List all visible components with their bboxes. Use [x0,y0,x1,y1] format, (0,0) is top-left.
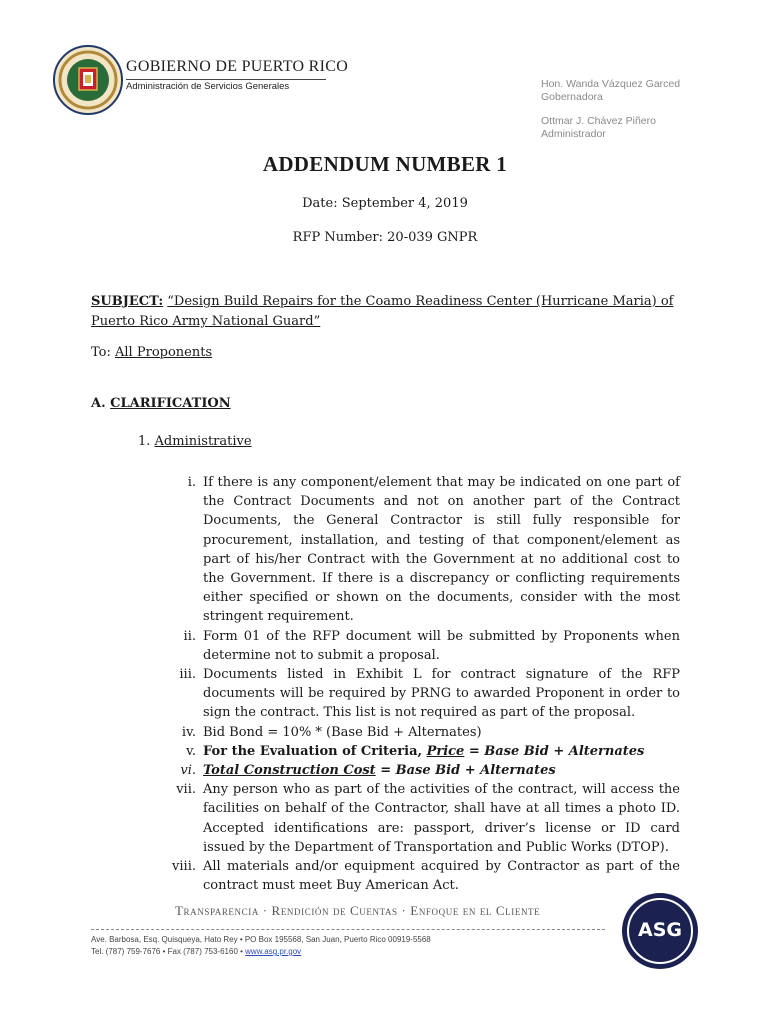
agency-title: GOBIERNO DE PUERTO RICO [126,58,349,75]
section-letter: A. [91,396,106,411]
item-text: Bid Bond = 10% * (Base Bid + Alternates) [203,724,482,740]
address-line: Ave. Barbosa, Esq. Quisqueya, Hato Rey • PO Box 195568, San Juan, Puerto Rico 00919-5568 [91,935,431,944]
list-item [150,723,680,742]
item-number: viii. [172,859,196,875]
item-number: vii. [176,782,196,798]
puerto-rico-seal-icon [52,44,124,116]
subject-line [91,292,691,332]
official-1-name: Hon. Wanda Vázquez Garced [541,78,681,90]
item-text [203,761,680,780]
officials-block [541,78,680,141]
list-item [150,473,680,627]
subject-text: “Design Build Repairs for the Coamo Readiness Center (Hurricane Maria) of Puerto Rico Army National Guard” [91,294,674,329]
item-lead: For the Evaluation of Criteria, [203,743,427,759]
item-number: i. [187,475,196,490]
item-text: All materials and/or equipment acquired by Contractor as part of the contract must meet Buy American Act. [203,859,680,894]
item-number: v. [186,743,196,759]
item-text: Form 01 of the RFP document will be submitted by Proponents when determine not to submit a proposal. [203,628,680,663]
list-item [150,857,680,895]
clarification-list [150,473,680,895]
list-item [150,761,680,780]
list-item [150,665,680,723]
rfp-number-line: RFP Number: 20-039 GNPR [292,230,478,245]
item-text [203,742,680,761]
official-2-title: Administrador [541,128,606,140]
item-key-term: Price [426,743,465,759]
date-line: Date: September 4, 2019 [302,196,468,211]
phone-fax: Tel. (787) 759-7676 • Fax (787) 753-6160 • [91,947,246,956]
official-1-title: Gobernadora [541,91,603,103]
footer-address [91,934,431,958]
list-item [150,742,680,761]
subsection-heading [138,432,252,452]
section-heading [91,394,231,414]
footer-rule [91,929,605,930]
list-item [150,627,680,665]
to-label: To: [91,345,111,360]
item-number: ii. [183,628,196,644]
item-rest: = Base Bid + Alternates [375,763,556,779]
asg-logo-icon [622,893,698,969]
item-number: vi. [180,763,196,779]
item-number: iii. [179,667,196,683]
section-title: CLARIFICATION [110,396,231,411]
document-title: ADDENDUM NUMBER 1 [262,152,508,176]
subject-label: SUBJECT: [91,294,164,309]
website-link[interactable]: www.asg.pr.gov [245,947,302,956]
item-text: If there is any component/element that may be indicated on one part of the Contract Documents and not on another part of the Contract Documents, the General Contractor is still fully responsible for procurement, installation, and testing of that component/element as part of his/her Contract with the Government at no additional cost to the Government. If there is a discrepancy or conflicting requirements either specified or shown on the documents, consider with the most stringent requirement. [203,475,680,625]
footer-motto: Transparencia · Rendición de Cuentas · Enfoque en el Cliente [175,903,541,918]
item-text: Documents listed in Exhibit L for contract signature of the RFP documents will be required by PRNG to awarded Proponent in order to sign the contract. This list is not required as part of the proposal. [203,667,680,721]
item-text: Any person who as part of the activities of the contract, will access the facilities on behalf of the Contractor, shall have at all times a photo ID. Accepted identifications are: passport, driver’s license or ID card issued by the Department of Transportation and Public Works (DTOP). [203,782,680,855]
asg-logo-text: ASG [638,919,682,941]
item-rest: = Base Bid + Alternates [464,743,645,759]
item-key-term: Total Construction Cost [203,763,376,779]
list-item [150,780,680,857]
item-number: iv. [181,724,196,740]
to-value: All Proponents [115,345,213,360]
contact-line [91,946,431,958]
official-2-name: Ottmar J. Chávez Piñero [541,115,656,127]
agency-subtitle: Administración de Servicios Generales [126,81,290,92]
to-line [91,343,212,363]
header-rule [126,79,326,80]
subsection-title: Administrative [154,434,252,449]
subsection-number: 1. [138,434,151,449]
